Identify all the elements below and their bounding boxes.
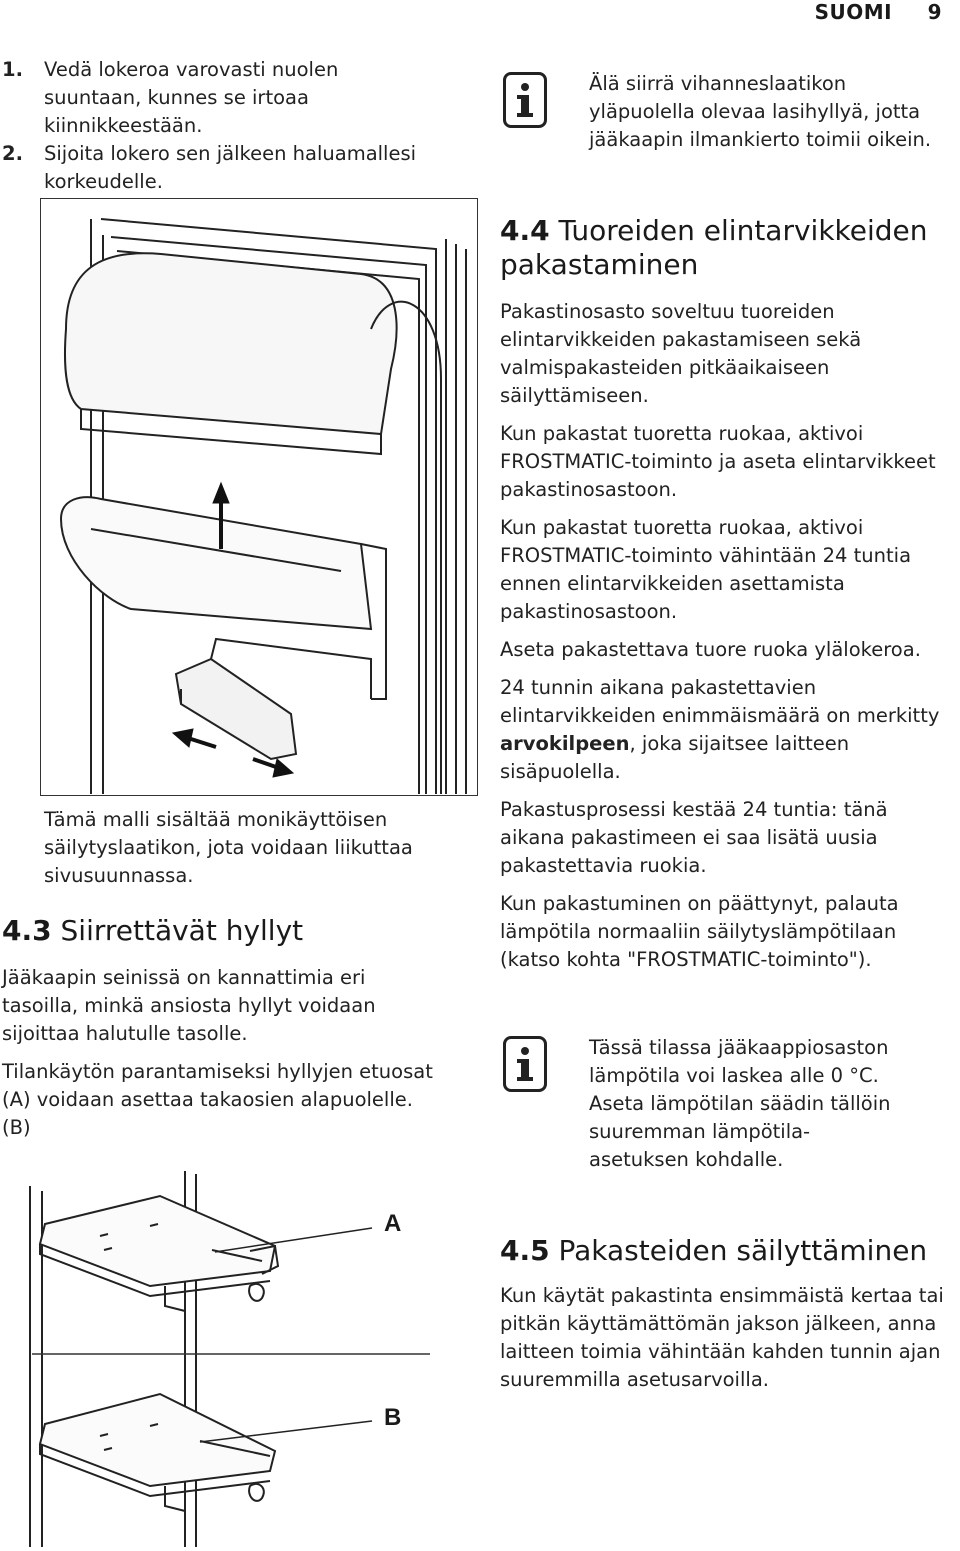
paragraph-text: 24 tunnin aikana pakastettavien elintarvikkeiden enimmäismäärä on merkitty xyxy=(500,676,940,727)
steps-list xyxy=(2,56,422,196)
section-4-3-body xyxy=(2,964,442,1152)
section-4-4-body xyxy=(500,298,958,984)
figure-shelves xyxy=(0,1166,440,1547)
page-header xyxy=(815,0,942,24)
step-number: 2. xyxy=(2,142,23,165)
paragraph-text: , joka sijaitsee laitteen sisäpuolella. xyxy=(500,732,850,783)
section-title: Siirrettävät hyllyt xyxy=(60,914,304,947)
info-note-1: Älä siirrä vihanneslaatikon yläpuolella olevaa lasihyllyä, jotta jääkaapin ilmankierto toimii oikein. xyxy=(589,72,932,151)
storage-box-illustration xyxy=(41,199,479,797)
step-number: 1. xyxy=(2,58,23,81)
rating-plate-term: arvokilpeen xyxy=(500,732,630,755)
section-4-3-heading xyxy=(2,914,442,948)
info-glyph xyxy=(506,1039,544,1089)
section-number: 4.4 xyxy=(500,214,550,247)
section-number: 4.3 xyxy=(2,914,52,947)
paragraph: Pakastusprosessi kestää 24 tuntia: tänä aikana pakastimeen ei saa lisätä uusia pakastettavia ruokia. xyxy=(500,798,888,877)
step-text: Sijoita lokero sen jälkeen haluamallesi korkeudelle. xyxy=(44,142,417,193)
paragraph: Jääkaapin seinissä on kannattimia eri tasoilla, minkä ansiosta hyllyt voidaan sijoittaa halutulle tasolle. xyxy=(2,966,376,1045)
step-2 xyxy=(2,140,422,196)
step-text: Vedä lokeroa varovasti nuolen suuntaan, kunnes se irtoaa kiinnikkeestään. xyxy=(44,58,339,137)
paragraph: Aseta pakastettava tuore ruoka ylälokeroa. xyxy=(500,638,921,661)
step-1 xyxy=(2,56,422,140)
info-icon xyxy=(503,72,547,128)
figure-storage-box xyxy=(40,198,478,796)
paragraph: Kun käytät pakastinta ensimmäistä kertaa tai pitkän käyttämättömän jakson jälkeen, anna laitteen toimia vähintään kahden tunnin ajan suuremmilla asetusarvoilla. xyxy=(500,1284,944,1391)
figure1-caption: Tämä malli sisältää monikäyttöisen säilytyslaatikon, jota voidaan liikuttaa sivusuunnassa. xyxy=(44,808,413,887)
paragraph: Kun pakastuminen on päättynyt, palauta lämpötila normaaliin säilytyslämpötilaan (katso kohta "FROSTMATIC-toiminto"). xyxy=(500,892,899,971)
paragraph: Pakastinosasto soveltuu tuoreiden elintarvikkeiden pakastamiseen sekä valmispakasteiden pitkäaikaiseen säilyttämiseen. xyxy=(500,300,862,407)
paragraph: Kun pakastat tuoretta ruokaa, aktivoi FROSTMATIC-toiminto vähintään 24 tuntia ennen elintarvikkeiden asettamista pakastinosastoon. xyxy=(500,516,912,623)
shelves-illustration xyxy=(0,1166,440,1547)
shelf-label-a: A xyxy=(384,1210,402,1237)
section-4-4-heading xyxy=(500,214,955,282)
info-icon xyxy=(503,1036,547,1092)
paragraph: Kun pakastat tuoretta ruokaa, aktivoi FROSTMATIC-toiminto ja aseta elintarvikkeet pakastinosastoon. xyxy=(500,422,936,501)
info-note-2: Tässä tilassa jääkaappiosaston lämpötila voi laskea alle 0 °C. Aseta lämpötilan säädin tällöin suuremman lämpötila-asetuksen kohdalle. xyxy=(589,1036,891,1171)
page-number: 9 xyxy=(927,0,942,24)
info-glyph xyxy=(506,75,544,125)
language-label: SUOMI xyxy=(814,0,893,24)
section-number: 4.5 xyxy=(500,1234,550,1267)
section-4-5-heading xyxy=(500,1234,955,1268)
section-title: Tuoreiden elintarvikkeiden pakastaminen xyxy=(500,214,928,281)
section-4-5-body xyxy=(500,1282,958,1404)
paragraph xyxy=(500,674,958,786)
section-title: Pakasteiden säilyttäminen xyxy=(558,1234,928,1267)
paragraph: Tilankäytön parantamiseksi hyllyjen etuosat (A) voidaan asettaa takaosien alapuolelle. (B) xyxy=(2,1060,433,1139)
shelf-label-b: B xyxy=(384,1404,402,1431)
